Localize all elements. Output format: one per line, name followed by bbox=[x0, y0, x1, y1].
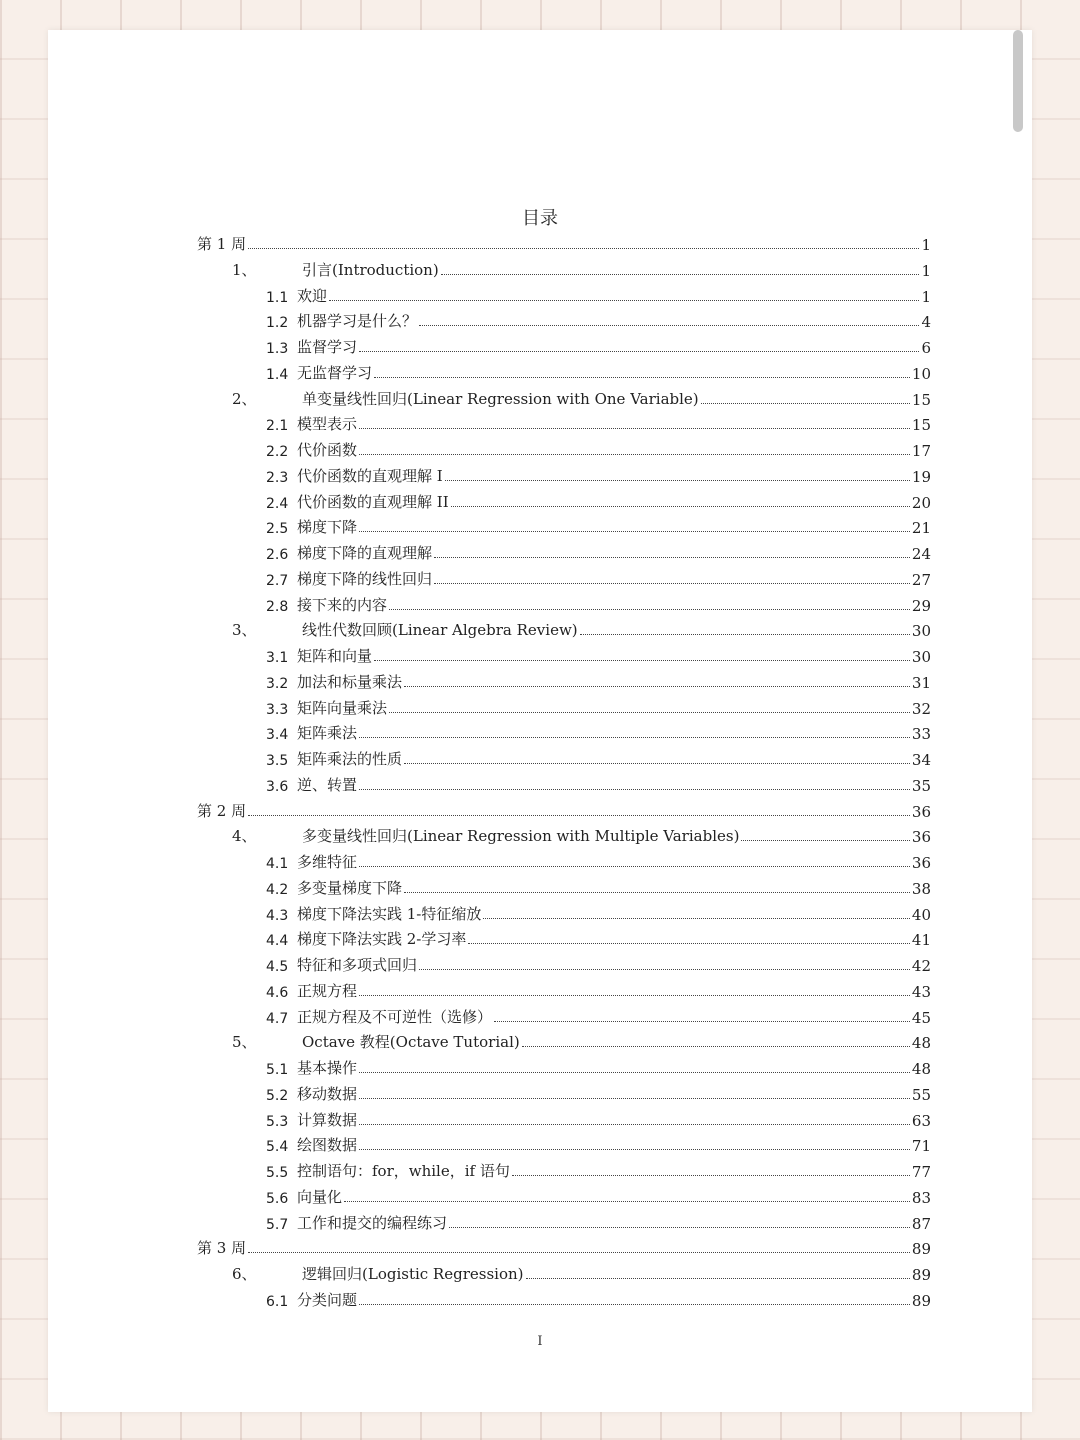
toc-entry-number: 2.1 bbox=[266, 418, 289, 434]
toc-entry-number: 3.6 bbox=[266, 779, 289, 795]
dot-leader bbox=[359, 1149, 910, 1150]
toc-entry[interactable] bbox=[266, 745, 931, 769]
dot-leader bbox=[404, 892, 910, 893]
toc-entry[interactable] bbox=[266, 436, 931, 460]
toc-entry[interactable] bbox=[266, 1286, 931, 1310]
toc-entry-page: 63 bbox=[911, 1112, 931, 1130]
toc-entry-number: 6.1 bbox=[266, 1294, 289, 1310]
toc-entry-page: 34 bbox=[911, 751, 931, 769]
toc-entry-number: 3.2 bbox=[266, 676, 289, 692]
dot-leader bbox=[359, 1304, 910, 1305]
toc-entry-number: 4.4 bbox=[266, 933, 289, 949]
toc-entry-page: 40 bbox=[911, 906, 931, 924]
toc-entry[interactable] bbox=[266, 874, 931, 898]
toc-entry[interactable] bbox=[266, 410, 931, 434]
dot-leader bbox=[483, 918, 910, 919]
toc-entry-page: 20 bbox=[911, 494, 931, 512]
toc-entry[interactable] bbox=[266, 513, 931, 537]
dot-leader bbox=[701, 403, 910, 404]
toc-entry-title: 第 3 周 bbox=[197, 1239, 247, 1257]
toc-entry-number: 3.3 bbox=[266, 702, 289, 718]
dot-leader bbox=[445, 480, 910, 481]
dot-leader bbox=[449, 1227, 910, 1228]
toc-entry-page: 48 bbox=[911, 1034, 931, 1052]
toc-entry[interactable] bbox=[266, 668, 931, 692]
toc-entry-page: 36 bbox=[911, 803, 931, 821]
toc-entry-title: Octave 教程(Octave Tutorial) bbox=[302, 1033, 520, 1051]
toc-entry-title: 模型表示 bbox=[297, 415, 358, 433]
toc-entry[interactable] bbox=[266, 925, 931, 949]
dot-leader bbox=[359, 866, 910, 867]
toc-entry-page: 71 bbox=[911, 1137, 931, 1155]
toc-entry-page: 1 bbox=[921, 262, 931, 280]
dot-leader bbox=[359, 1098, 910, 1099]
toc-entry-number: 5.4 bbox=[266, 1139, 289, 1155]
dot-leader bbox=[419, 325, 919, 326]
toc-entry-page: 10 bbox=[911, 365, 931, 383]
toc-entry-page: 77 bbox=[911, 1163, 931, 1181]
vertical-scrollbar[interactable] bbox=[1013, 30, 1023, 132]
toc-entry-number: 2.4 bbox=[266, 496, 289, 512]
dot-leader bbox=[512, 1175, 910, 1176]
toc-entry[interactable] bbox=[266, 1054, 931, 1078]
toc-entry[interactable] bbox=[266, 642, 931, 666]
dot-leader bbox=[359, 1124, 910, 1125]
dot-leader bbox=[248, 1252, 910, 1253]
dot-leader bbox=[741, 840, 909, 841]
dot-leader bbox=[344, 1201, 910, 1202]
dot-leader bbox=[329, 300, 919, 301]
toc-entry[interactable] bbox=[197, 1234, 931, 1258]
toc-entry-title: 欢迎 bbox=[297, 287, 328, 305]
toc-entry-page: 21 bbox=[911, 519, 931, 537]
toc-entry-page: 45 bbox=[911, 1009, 931, 1027]
dot-leader bbox=[359, 737, 910, 738]
toc-entry[interactable] bbox=[266, 462, 931, 486]
dot-leader bbox=[441, 274, 920, 275]
toc-entry-number: 2.3 bbox=[266, 470, 289, 486]
toc-entry-page: 38 bbox=[911, 880, 931, 898]
toc-entry-title: 第 2 周 bbox=[197, 802, 247, 820]
toc-entry[interactable] bbox=[266, 488, 931, 512]
toc-entry-page: 89 bbox=[911, 1240, 931, 1258]
dot-leader bbox=[359, 351, 919, 352]
toc-entry-title: 监督学习 bbox=[297, 338, 358, 356]
toc-entry-number: 4.1 bbox=[266, 856, 289, 872]
toc-entry-title: 矩阵乘法的性质 bbox=[297, 750, 403, 768]
dot-leader bbox=[389, 712, 910, 713]
dot-leader bbox=[580, 634, 910, 635]
toc-entry[interactable] bbox=[197, 230, 931, 254]
toc-entry-page: 31 bbox=[911, 674, 931, 692]
toc-entry-title: 工作和提交的编程练习 bbox=[297, 1214, 448, 1232]
toc-entry-page: 1 bbox=[921, 236, 931, 254]
toc-entry-number: 3.4 bbox=[266, 727, 289, 743]
toc-entry[interactable] bbox=[266, 848, 931, 872]
toc-entry-number: 3.5 bbox=[266, 753, 289, 769]
toc-entry[interactable] bbox=[266, 900, 931, 924]
toc-title: 目录 bbox=[522, 208, 558, 229]
dot-leader bbox=[434, 557, 910, 558]
toc-entry-title: 特征和多项式回归 bbox=[297, 956, 418, 974]
toc-entry-number: 6、 bbox=[232, 1265, 257, 1283]
toc-entry-title: 代价函数的直观理解 II bbox=[297, 493, 449, 511]
toc-entry-title: 线性代数回顾(Linear Algebra Review) bbox=[302, 621, 578, 639]
toc-entry-page: 15 bbox=[911, 391, 931, 409]
toc-entry-number: 5.6 bbox=[266, 1191, 289, 1207]
toc-entry-page: 24 bbox=[911, 545, 931, 563]
toc-entry-page: 32 bbox=[911, 700, 931, 718]
toc-entry[interactable] bbox=[266, 977, 931, 1001]
toc-entry-number: 4.5 bbox=[266, 959, 289, 975]
dot-leader bbox=[389, 609, 910, 610]
toc-entry[interactable] bbox=[266, 1080, 931, 1104]
toc-entry-page: 19 bbox=[911, 468, 931, 486]
document-page bbox=[48, 30, 1032, 1412]
toc-entry-number: 2、 bbox=[232, 390, 257, 408]
dot-leader bbox=[359, 1072, 910, 1073]
toc-entry-page: 89 bbox=[911, 1266, 931, 1284]
toc-entry[interactable] bbox=[266, 1157, 931, 1181]
toc-entry-title: 多变量梯度下降 bbox=[297, 879, 403, 897]
toc-entry[interactable] bbox=[266, 694, 931, 718]
toc-entry-number: 5.7 bbox=[266, 1217, 289, 1233]
toc-entry-title: 梯度下降法实践 2-学习率 bbox=[297, 930, 467, 948]
toc-entry[interactable] bbox=[232, 385, 931, 409]
toc-entry-title: 矩阵乘法 bbox=[297, 724, 358, 742]
toc-entry-number: 1、 bbox=[232, 261, 257, 279]
toc-entry[interactable] bbox=[232, 616, 931, 640]
toc-entry[interactable] bbox=[266, 591, 931, 615]
toc-entry[interactable] bbox=[266, 359, 931, 383]
toc-entry[interactable] bbox=[266, 539, 931, 563]
toc-entry-number: 5、 bbox=[232, 1033, 257, 1051]
toc-entry-page: 89 bbox=[911, 1292, 931, 1310]
toc-entry-number: 4.2 bbox=[266, 882, 289, 898]
toc-entry-title: 代价函数的直观理解 I bbox=[297, 467, 443, 485]
toc-entry-title: 正规方程及不可逆性（选修） bbox=[297, 1008, 493, 1026]
dot-leader bbox=[419, 969, 910, 970]
toc-entry[interactable] bbox=[232, 822, 931, 846]
toc-entry-title: 矩阵向量乘法 bbox=[297, 699, 388, 717]
toc-entry-number: 1.1 bbox=[266, 290, 289, 306]
dot-leader bbox=[374, 377, 910, 378]
toc-entry-page: 48 bbox=[911, 1060, 931, 1078]
toc-entry[interactable] bbox=[266, 1003, 931, 1027]
toc-entry-number: 4、 bbox=[232, 827, 257, 845]
toc-entry-title: 计算数据 bbox=[297, 1111, 358, 1129]
toc-entry-title: 梯度下降法实践 1-特征缩放 bbox=[297, 905, 482, 923]
toc-entry[interactable] bbox=[232, 1028, 931, 1052]
dot-leader bbox=[526, 1278, 910, 1279]
toc-entry-number: 3.1 bbox=[266, 650, 289, 666]
toc-entry[interactable] bbox=[266, 1106, 931, 1130]
toc-entry[interactable] bbox=[197, 797, 931, 821]
toc-entry-title: 加法和标量乘法 bbox=[297, 673, 403, 691]
dot-leader bbox=[451, 506, 910, 507]
page-number-footer: I bbox=[537, 1334, 543, 1349]
toc-entry-number: 5.1 bbox=[266, 1062, 289, 1078]
toc-entry-title: 移动数据 bbox=[297, 1085, 358, 1103]
toc-entry-number: 5.5 bbox=[266, 1165, 289, 1181]
toc-entry[interactable] bbox=[266, 1209, 931, 1233]
toc-entry-page: 42 bbox=[911, 957, 931, 975]
toc-entry[interactable] bbox=[232, 1260, 931, 1284]
toc-entry-number: 1.4 bbox=[266, 367, 289, 383]
toc-entry-title: 绘图数据 bbox=[297, 1136, 358, 1154]
dot-leader bbox=[359, 428, 910, 429]
toc-entry-page: 1 bbox=[921, 288, 931, 306]
dot-leader bbox=[248, 248, 919, 249]
toc-entry-page: 35 bbox=[911, 777, 931, 795]
toc-entry-title: 机器学习是什么？ bbox=[297, 312, 418, 330]
toc-entry[interactable] bbox=[266, 282, 931, 306]
toc-entry-page: 55 bbox=[911, 1086, 931, 1104]
toc-entry[interactable] bbox=[266, 951, 931, 975]
toc-entry-number: 1.2 bbox=[266, 315, 289, 331]
toc-entry[interactable] bbox=[266, 307, 931, 331]
toc-entry-number: 2.2 bbox=[266, 444, 289, 460]
toc-entry-title: 控制语句：for，while，if 语句 bbox=[297, 1162, 510, 1180]
toc-entry-title: 无监督学习 bbox=[297, 364, 373, 382]
toc-entry-number: 2.6 bbox=[266, 547, 289, 563]
toc-entry-page: 87 bbox=[911, 1215, 931, 1233]
toc-entry-title: 逻辑回归(Logistic Regression) bbox=[302, 1265, 524, 1283]
dot-leader bbox=[248, 815, 910, 816]
toc-entry-page: 27 bbox=[911, 571, 931, 589]
dot-leader bbox=[434, 583, 910, 584]
toc-entry-title: 正规方程 bbox=[297, 982, 358, 1000]
toc-entry[interactable] bbox=[266, 1131, 931, 1155]
dot-leader bbox=[359, 454, 910, 455]
toc-entry-title: 多变量线性回归(Linear Regression with Multiple Variables) bbox=[302, 827, 740, 845]
toc-entry-page: 6 bbox=[921, 339, 931, 357]
toc-entry-number: 3、 bbox=[232, 621, 257, 639]
toc-entry-title: 引言(Introduction) bbox=[302, 261, 439, 279]
toc-entry-title: 梯度下降的线性回归 bbox=[297, 570, 433, 588]
toc-entry[interactable] bbox=[266, 771, 931, 795]
toc-entry-title: 单变量线性回归(Linear Regression with One Variable) bbox=[302, 390, 699, 408]
toc-entry-number: 4.6 bbox=[266, 985, 289, 1001]
toc-entry-title: 矩阵和向量 bbox=[297, 647, 373, 665]
toc-entry-title: 基本操作 bbox=[297, 1059, 358, 1077]
toc-entry-title: 梯度下降的直观理解 bbox=[297, 544, 433, 562]
toc-entry-number: 4.7 bbox=[266, 1011, 289, 1027]
toc-entry-title: 逆、转置 bbox=[297, 776, 358, 794]
toc-entry-title: 多维特征 bbox=[297, 853, 358, 871]
dot-leader bbox=[359, 531, 910, 532]
toc-entry-page: 4 bbox=[921, 313, 931, 331]
toc-entry-page: 29 bbox=[911, 597, 931, 615]
toc-entry-page: 30 bbox=[911, 648, 931, 666]
toc-entry[interactable] bbox=[266, 719, 931, 743]
dot-leader bbox=[468, 943, 910, 944]
dot-leader bbox=[404, 763, 910, 764]
toc-entry-title: 梯度下降 bbox=[297, 518, 358, 536]
toc-entry-number: 5.3 bbox=[266, 1114, 289, 1130]
toc-entry-page: 83 bbox=[911, 1189, 931, 1207]
dot-leader bbox=[359, 995, 910, 996]
toc-entry-title: 接下来的内容 bbox=[297, 596, 388, 614]
toc-entry-title: 代价函数 bbox=[297, 441, 358, 459]
toc-entry[interactable] bbox=[232, 256, 931, 280]
toc-entry-number: 4.3 bbox=[266, 908, 289, 924]
toc-entry-page: 36 bbox=[911, 828, 931, 846]
toc-entry-page: 33 bbox=[911, 725, 931, 743]
toc-entry-number: 2.8 bbox=[266, 599, 289, 615]
toc-entry-title: 分类问题 bbox=[297, 1291, 358, 1309]
toc-entry-number: 2.5 bbox=[266, 521, 289, 537]
dot-leader bbox=[522, 1046, 910, 1047]
toc-entry-number: 5.2 bbox=[266, 1088, 289, 1104]
toc-entry-page: 41 bbox=[911, 931, 931, 949]
toc-entry-number: 1.3 bbox=[266, 341, 289, 357]
toc-entry-page: 15 bbox=[911, 416, 931, 434]
dot-leader bbox=[359, 789, 910, 790]
dot-leader bbox=[404, 686, 910, 687]
toc-entry-page: 36 bbox=[911, 854, 931, 872]
toc-entry[interactable] bbox=[266, 565, 931, 589]
toc-entry-page: 43 bbox=[911, 983, 931, 1001]
dot-leader bbox=[374, 660, 910, 661]
toc-entry-number: 2.7 bbox=[266, 573, 289, 589]
toc-entry-title: 向量化 bbox=[297, 1188, 343, 1206]
toc-entry[interactable] bbox=[266, 1183, 931, 1207]
toc-entry-page: 30 bbox=[911, 622, 931, 640]
dot-leader bbox=[494, 1021, 910, 1022]
toc-entry[interactable] bbox=[266, 333, 931, 357]
toc-entry-title: 第 1 周 bbox=[197, 235, 247, 253]
toc-entry-page: 17 bbox=[911, 442, 931, 460]
